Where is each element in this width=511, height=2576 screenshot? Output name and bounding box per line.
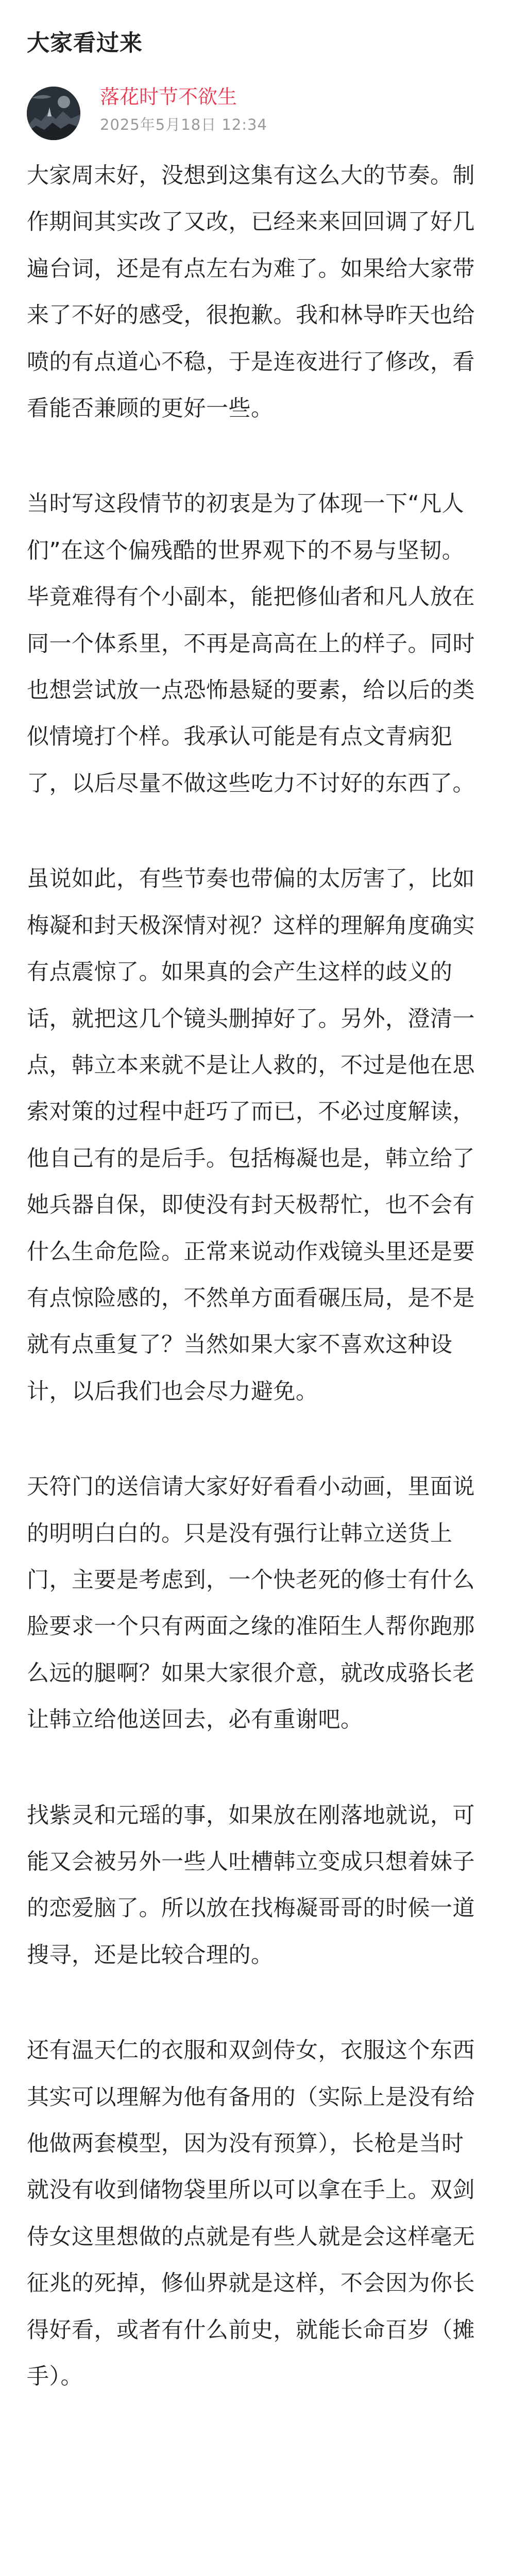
author-info[interactable] [27, 80, 480, 142]
avatar[interactable] [27, 87, 80, 140]
paragraph: 还有温天仁的衣服和双剑侍女，衣服这个东西其实可以理解为他有备用的（实际上是没有给他做两套模型，因为没有预算），长枪是当时就没有收到储物袋里所以可以拿在手上。双剑侍女这里想做的点就是有些人就是会这样毫无征兆的死掉，修仙界就是这样，不会因为你长得好看，或者有什么前史，就能长命百岁（摊手）。 [27, 2038, 475, 2390]
post-body [27, 152, 480, 2449]
post-timestamp: 2025年5月18日 12:34 [100, 116, 267, 133]
paragraph: 天符门的送信请大家好好看看小动画，里面说的明明白白的。只是没有强行让韩立送货上门，主要是考虑到，一个快老死的修士有什么脸要求一个只有两面之缘的准陌生人帮你跑那么远的腿啊？如果大家很介意，就改成骆长老让韩立给他送回去，必有重谢吧。 [27, 1474, 475, 1733]
avatar-image-icon [27, 87, 80, 140]
section-title: 大家看过来 [27, 30, 143, 56]
paragraph: 虽说如此，有些节奏也带偏的太厉害了，比如梅凝和封天极深情对视？这样的理解角度确实有点震惊了。如果真的会产生这样的歧义的话，就把这几个镜头删掉好了。另外，澄清一点，韩立本来就不是让人救的，不过是他在思索对策的过程中赶巧了而已，不必过度解读，他自己有的是后手。包括梅凝也是，韩立给了她兵器自保，即使没有封天极帮忙，也不会有什么生命危险。正常来说动作戏镜头里还是要有点惊险感的，不然单方面看碾压局，是不是就有点重复了？当然如果大家不喜欢这种设计，以后我们也会尽力避免。 [27, 866, 475, 1404]
paragraph: 当时写这段情节的初衷是为了体现一下“凡人们”在这个偏残酷的世界观下的不易与坚韧。毕竟难得有个小副本，能把修仙者和凡人放在同一个体系里，不再是高高在上的样子。同时也想尝试放一点恐怖悬疑的要素，给以后的类似情境打个样。我承认可能是有点文青病犯了，以后尽量不做这些吃力不讨好的东西了。 [27, 491, 475, 796]
author-name[interactable]: 落花时节不欲生 [100, 86, 237, 108]
paragraph: 大家周末好，没想到这集有这么大的节奏。制作期间其实改了又改，已经来来回回调了好几遍台词，还是有点左右为难了。如果给大家带来了不好的感受，很抱歉。我和林导昨天也给喷的有点道心不稳，于是连夜进行了修改，看看能否兼顾的更好一些。 [27, 163, 475, 422]
paragraph: 找紫灵和元瑶的事，如果放在刚落地就说，可能又会被另外一些人吐槽韩立变成只想着妹子的恋爱脑了。所以放在找梅凝哥哥的时候一道搜寻，还是比较合理的。 [27, 1802, 475, 1968]
